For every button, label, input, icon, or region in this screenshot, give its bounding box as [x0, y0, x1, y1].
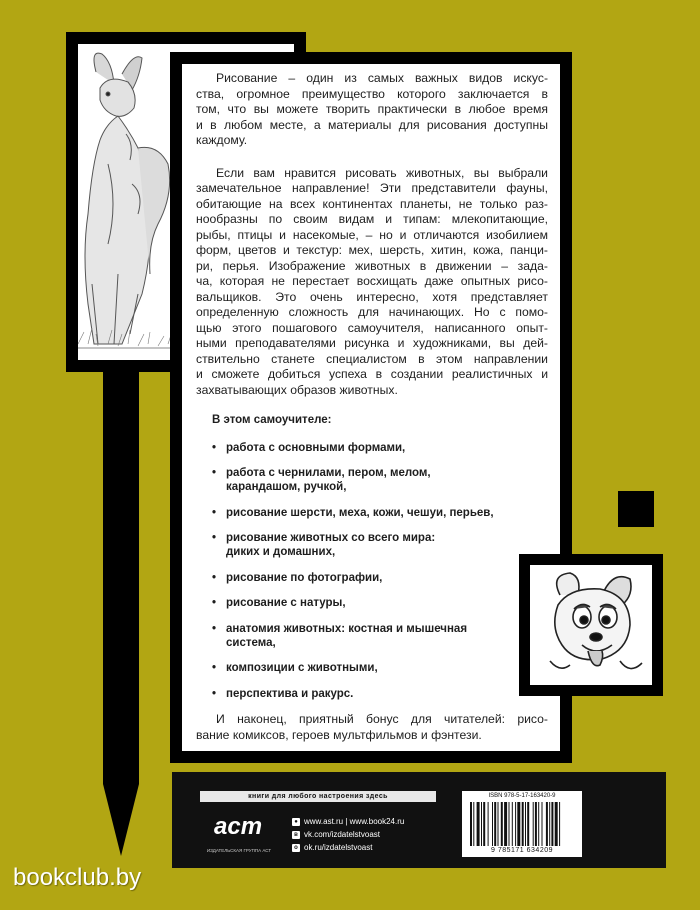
text-line: каждому. — [196, 133, 248, 147]
text-line: том, что вы можете творить практически в любое время — [196, 102, 548, 116]
list-heading: В этом самоучителе: — [212, 414, 332, 426]
text-line: рыбы, птицы и насекомые, – но и отличаются изобилием — [196, 227, 548, 242]
text-line: вальщиков. Это очень интересно, хотя представляет — [196, 289, 548, 304]
link-row[interactable] — [292, 828, 404, 841]
barcode-icon — [468, 802, 576, 846]
feature-item: • композиции с животными, — [212, 661, 548, 675]
link-row[interactable] — [292, 841, 404, 854]
text-line: щью этого пошагового самоучителя, написанного опыт- — [196, 320, 548, 335]
text-line: вание комиксов, героев мультфильмов и фэнтези. — [196, 727, 482, 742]
text-line: и в любом месте, а материалы для рисования доступны — [196, 117, 548, 132]
link-text[interactable]: vk.com/izdatelstvoast — [304, 830, 381, 839]
text-line: определенную сложность для начинающих. Но с помо- — [196, 305, 548, 319]
feature-item: • рисование шерсти, меха, кожи, чешуи, перьев, — [212, 506, 548, 520]
link-text[interactable]: www.ast.ru | www.book24.ru — [304, 817, 405, 826]
description-text — [196, 71, 548, 760]
text-line: ства, огромное преимущество которого заключается в — [196, 86, 548, 101]
feature-item: • перспектива и ракурс. — [212, 687, 548, 701]
intro-paragraph — [196, 71, 548, 149]
text-line: Рисование – один из самых важных видов искус- — [216, 71, 548, 85]
cartoon-dog-illustration — [530, 565, 652, 685]
feature-item: • работа с основными формами, — [212, 441, 548, 455]
publisher-logo: аст — [214, 813, 263, 840]
text-line: И наконец, приятный бонус для читателей: рисо- — [216, 712, 548, 726]
text-line: ными преподавателями рисунка и художниками, вы дей- — [196, 336, 548, 350]
text-line: замечательное направление! Эти представители фауны, — [196, 181, 548, 195]
pencil-tip — [103, 784, 139, 856]
decorative-square — [618, 491, 654, 527]
vk-icon: в — [292, 831, 300, 839]
link-row[interactable] — [292, 815, 404, 828]
isbn-label: ISBN 978-5-17-163420-9 — [488, 793, 556, 799]
text-line: форм, цветов и текстур: мех, шерсть, хитин, кожа, панци- — [196, 243, 548, 257]
text-line: ствительно станете специалистом в этом направлении — [196, 351, 548, 366]
text-line: обитающие на всех континентах планеты, не только раз- — [196, 196, 548, 211]
text-line: Если вам нравится рисовать животных, вы выбрали — [216, 165, 548, 180]
publisher-links — [292, 815, 404, 854]
barcode-digits: 9 785171 634209 — [491, 847, 553, 854]
text-line: захватывающих образов животных. — [196, 382, 398, 397]
publisher-caption: ИЗДАТЕЛЬСКАЯ ГРУППА АСТ — [206, 848, 272, 853]
feature-item: • работа с чернилами, пером, мелом, карандашом, ручкой, — [212, 466, 548, 494]
feature-item: • рисование животных со всего мира: диких и домашних, — [212, 531, 548, 559]
text-line: нообразны по своим видам и типам: млекопитающие, — [196, 212, 548, 226]
ok-icon: о — [292, 844, 300, 852]
feature-item: • рисование по фотографии, — [212, 571, 548, 585]
feature-item: • рисование с натуры, — [212, 596, 548, 610]
text-line: ча, которая не перестает восхищать даже опытных рисо- — [196, 274, 548, 288]
watermark-text: bookclub.by — [13, 864, 142, 891]
feature-item: • анатомия животных: костная и мышечная система, — [212, 622, 548, 650]
feature-list — [196, 441, 548, 701]
www-icon: ● — [292, 818, 300, 826]
link-text[interactable]: ok.ru/izdatelstvoast — [304, 843, 373, 852]
animals-paragraph — [196, 166, 548, 399]
text-line: ри, перья. Изображение животных в движении – зада- — [196, 258, 548, 273]
pencil-shape — [103, 372, 139, 784]
text-line: и сможете добиться успеха в создании реалистичных и — [196, 367, 548, 381]
slogan-strip: книги для любого настроения здесь — [200, 791, 436, 802]
closing-paragraph — [196, 712, 548, 743]
